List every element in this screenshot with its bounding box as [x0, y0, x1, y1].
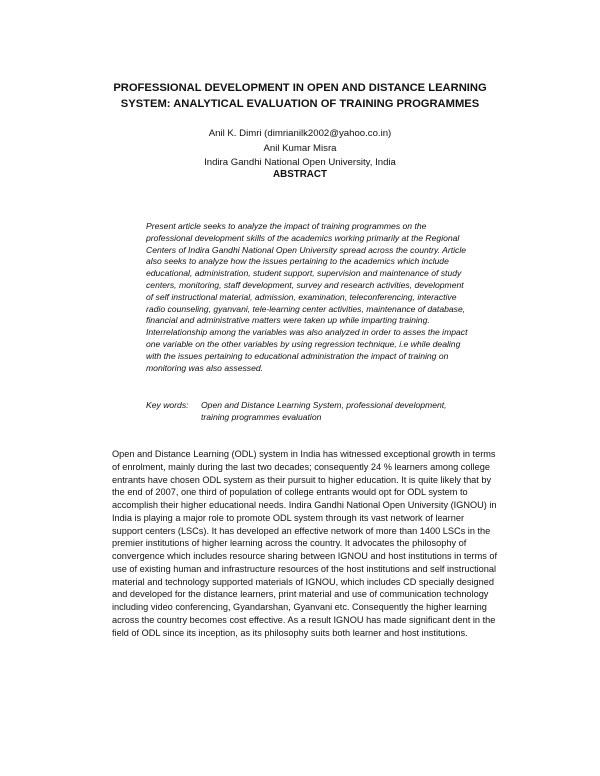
- title-line: PROFESSIONAL DEVELOPMENT IN OPEN AND DISTANCE LEARNING: [113, 82, 487, 94]
- body-line: Open and Distance Learning (ODL) system in India has witnessed exceptional growth in terms: [112, 449, 496, 459]
- abstract-line: Present article seeks to analyze the impact of training programmes on the: [146, 221, 427, 231]
- keywords-line: Open and Distance Learning System, professional development,: [201, 400, 447, 410]
- author-name: Anil Kumar Misra: [263, 142, 337, 154]
- abstract-line: monitoring was also assessed.: [146, 362, 264, 373]
- body-line: across the country becomes cost effective. As a result IGNOU has made significant dent in the: [112, 614, 496, 625]
- abstract-line: radio counseling, gyanvani, tele-learning center activities, maintenance of database,: [146, 303, 466, 314]
- keywords-label: Key words:: [146, 400, 189, 410]
- body-line: use of existing human and infrastructure resources of the host institutions and self instructional: [112, 563, 497, 574]
- paper-title: [90, 80, 510, 112]
- body-line: material and technology supported materials of IGNOU, which includes CD specially designed: [112, 576, 494, 587]
- author-affiliation: Indira Gandhi National Open University, India: [204, 157, 396, 168]
- author-name-email: Anil K. Dimri (dimrianilk2002@yahoo.co.in): [208, 128, 392, 139]
- abstract-line: Interrelationship among the variables was also analyzed in order to asses the impact: [146, 327, 468, 338]
- body-line: support centers (LSCs). It has developed an effective network of more than 1400 LSCs in the: [112, 525, 491, 536]
- author-block: [150, 127, 450, 171]
- body-line: India is playing a major role to promote ODL system through its vast network of learner: [112, 512, 465, 523]
- body-line: accomplish their higher educational needs. Indira Gandhi National Open University (IGNOU) in: [112, 500, 497, 510]
- keywords-list: [201, 399, 447, 423]
- body-line: field of ODL since its inception, as its philosophy suits both learner and host institutions.: [112, 627, 468, 638]
- abstract-heading: ABSTRACT: [273, 169, 327, 180]
- abstract-line: professional development skills of the academics working primarily at the Regional: [146, 232, 460, 243]
- body-line: of enrolment, mainly during the last two decades; consequently 24 % learners among college: [112, 461, 490, 472]
- abstract-line: educational, administration, student support, supervision and maintenance of study: [146, 268, 462, 279]
- body-line: the end of 2007, one third of population of college entrants would opt for ODL system to: [112, 487, 468, 498]
- abstract-line: financial and administrative matters were taken up while imparting training.: [146, 315, 430, 326]
- abstract-line: centers, monitoring, staff development, survey and research activities, development: [146, 279, 464, 290]
- body-line: convergence which includes resource sharing between IGNOU and host institutions in terms of: [112, 551, 498, 561]
- body-line: and developed for the distance learners, print material and use of communication technology: [112, 589, 489, 600]
- body-paragraph: [112, 448, 502, 639]
- abstract-line: Centers of Indira Gandhi National Open University spread across the country. Article: [146, 244, 467, 255]
- body-line: premier institutions of higher learning across the country. It advocates the philosophy of: [112, 538, 467, 549]
- abstract-line: one variable on the other variables by using regression technique, i.e while dealing: [146, 338, 461, 349]
- body-line: including video conferencing, Gyandarshan, Gyanvani etc. Consequently the higher learning: [112, 602, 487, 612]
- keywords-line: training programmes evaluation: [201, 412, 322, 422]
- title-line: SYSTEM: ANALYTICAL EVALUATION OF TRAINING PROGRAMMES: [120, 98, 480, 110]
- abstract-line: of self instructional material, admission, examination, teleconferencing, interactive: [146, 291, 457, 302]
- abstract-line: also seeks to analyze how the issues pertaining to the academics which include: [146, 256, 449, 267]
- abstract-text: [146, 221, 476, 374]
- body-line: entrants have chosen ODL system as their pursuit to higher education. It is quite likely that by: [112, 474, 492, 485]
- abstract-line: with the issues pertaining to educational administration the impact of training on: [146, 350, 449, 361]
